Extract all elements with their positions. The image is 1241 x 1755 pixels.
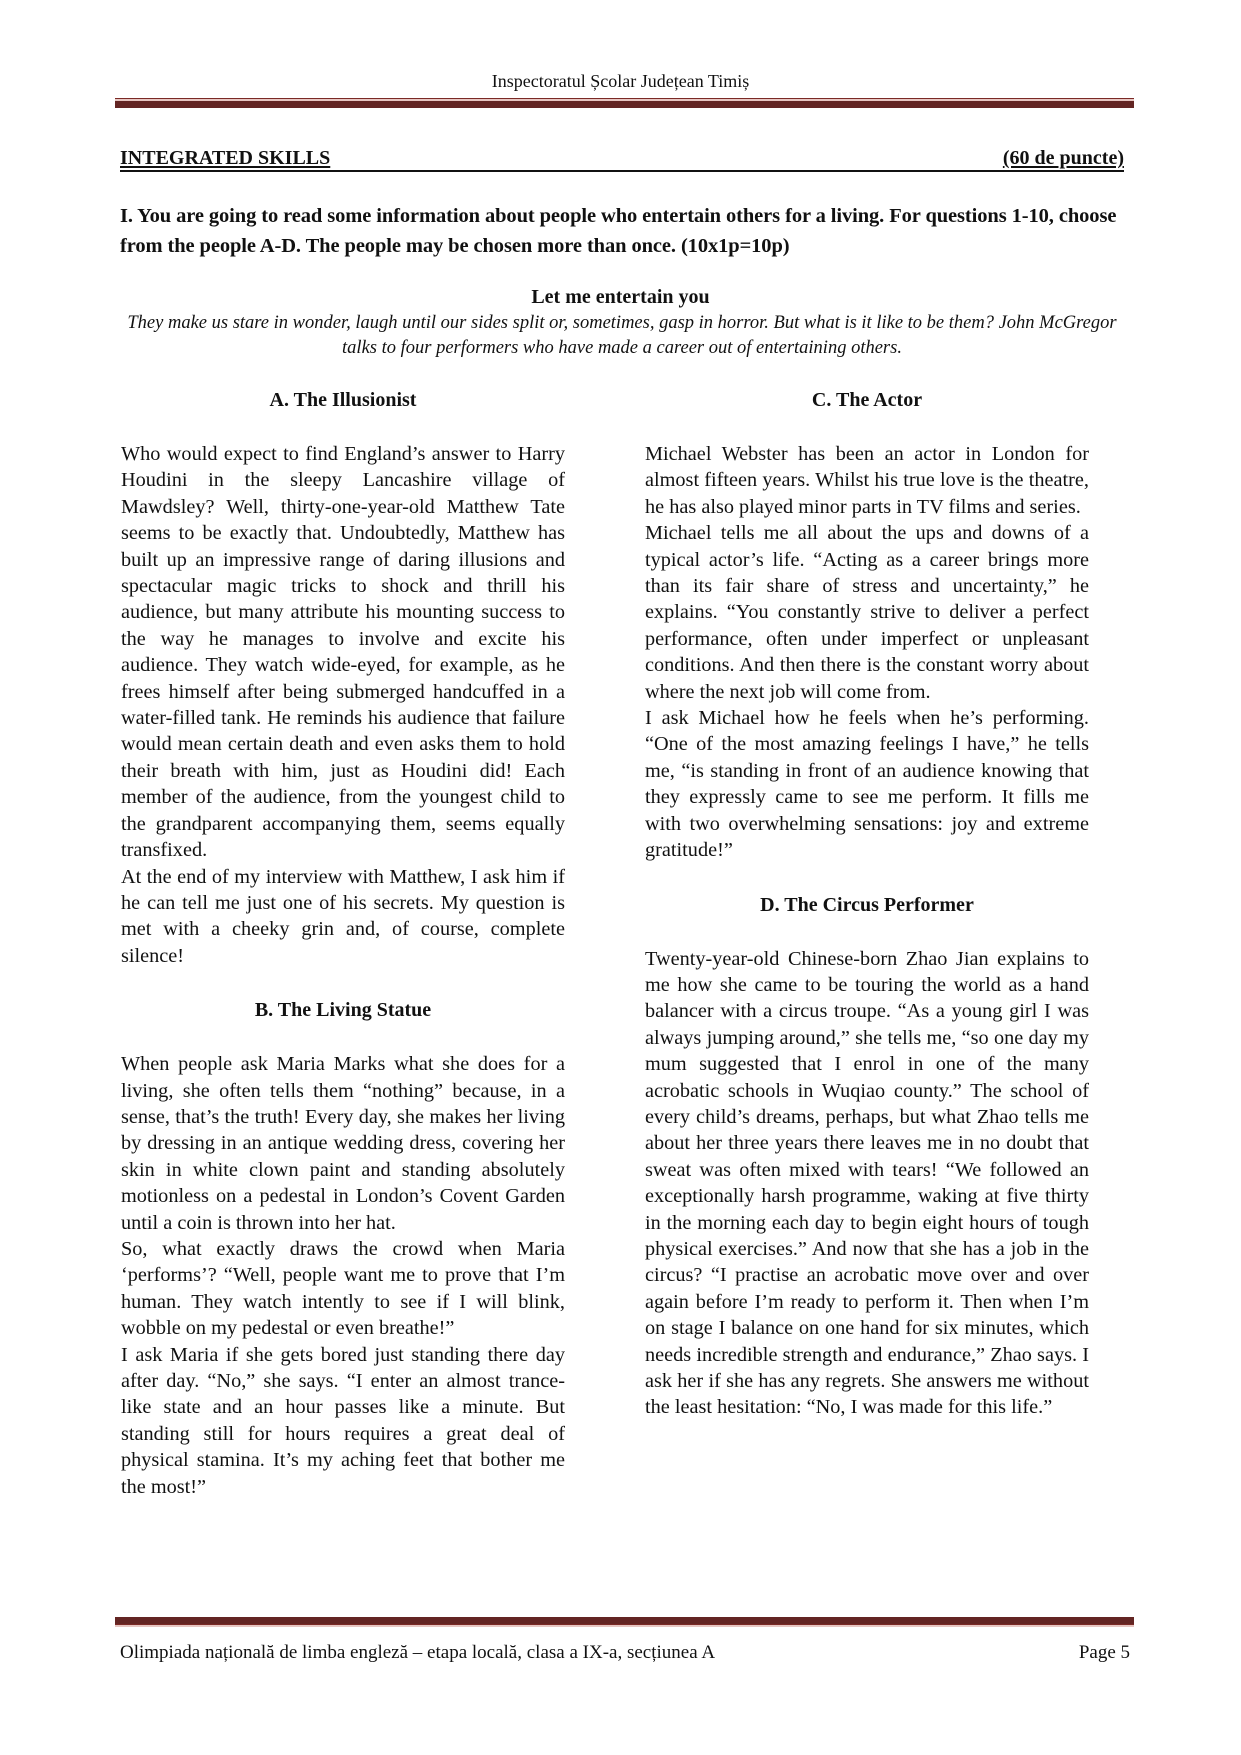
paragraph: Michael Webster has been an actor in London for almost fifteen years. Whilst his true love is the theatre, he has also played minor parts in TV films and series. — [645, 443, 1089, 518]
profile-body — [645, 441, 1089, 864]
footer-exam-label: Olimpiada națională de limba engleză – etapa locală, clasa a IX-a, secțiunea A — [120, 1642, 716, 1663]
header-divider — [115, 98, 1134, 108]
page-footer — [120, 1641, 1130, 1665]
paragraph: I ask Maria if she gets bored just standing there day after day. “No,” she says. “I enter an almost trance-like state and an hour passes like a minute. But standing still for hours requires a great deal of physical stamina. It’s my aching feet that bother me the most!” — [121, 1343, 565, 1498]
profile-heading: C. The Actor — [811, 389, 923, 411]
paragraph: Who would expect to find England’s answer to Harry Houdini in the sleepy Lancashire village of Mawdsley? Well, thirty-one-year-old Matthew Tate seems to be exactly that. Undoubtedly, Matthew has built up an impressive range of daring illusions and spectacular magic tricks to shock and thrill his audience, but many attribute his mounting success to the way he manages to involve and excite his audience. They watch wide-eyed, for example, as he frees himself after being submerged handcuffed in a water-filled tank. He reminds his audience that failure would mean certain death and even asks them to hold their breath with him, just as Houdini did! Each member of the audience, from the youngest child to the grandparent accompanying them, seems equally transfixed. — [121, 443, 565, 862]
paragraph: So, what exactly draws the crowd when Maria ‘performs’? “Well, people want me to prove that I’m human. They watch intently to see if I will blink, wobble on my pedestal or even breathe!” — [121, 1237, 565, 1340]
section-points: (60 de puncte) — [1002, 147, 1124, 169]
profile-body — [121, 1051, 565, 1500]
profile-heading: A. The Illusionist — [269, 389, 417, 411]
profile-a — [121, 388, 565, 969]
profile-body — [645, 946, 1089, 1421]
page-number: Page 5 — [1078, 1642, 1130, 1663]
paragraph: I ask Michael how he feels when he’s performing. “One of the most amazing feelings I have,” he tells me, “is standing in front of an audience knowing that they expressly came to see me perform. It fills me with two overwhelming sensations: joy and extreme gratitude!” — [645, 707, 1089, 862]
paragraph: Twenty-year-old Chinese-born Zhao Jian explains to me how she came to be touring the world as a hand balancer with a circus troupe. “As a young girl I was always jumping around,” she tells me, “so one day my mum suggested that I enrol in one of the many acrobatic schools in Wuqiao county.” The school of every child’s dreams, perhaps, but what Zhao tells me about her three years there leaves me in no doubt that sweat was often mixed with tears! “We followed an exceptionally harsh programme, waking at five thirty in the morning each day to begin eight hours of tough physical exercises.” And now that she has a job in the circus? “I practise an acrobatic move over and over again before I’m ready to perform it. Then when I’m on stage I balance on one hand for six minutes, which needs incredible strength and endurance,” Zhao says. I ask her if she has any regrets. She answers me without the least hesitation: “No, I was made for this life.” — [645, 947, 1089, 1419]
profile-b — [121, 998, 565, 1500]
article-title: Let me entertain you — [531, 286, 710, 308]
article-intro: They make us stare in wonder, laugh until our sides split or, sometimes, gasp in horror. But what is it like to be them? John McGregor talks to four performers who have made a career out of entertaining others. — [127, 313, 1117, 358]
paragraph: At the end of my interview with Matthew, I ask him if he can tell me just one of his secrets. My question is met with a cheeky grin and, of course, complete silence! — [121, 865, 565, 967]
task-instruction: I. You are going to read some information about people who entertain others for a living. For questions 1-10, choose from the people A-D. The people may be chosen more than once. (10x1p=10p) — [120, 205, 1117, 257]
profile-heading: B. The Living Statue — [254, 999, 432, 1022]
profile-heading: D. The Circus Performer — [760, 893, 974, 916]
footer-divider-thin — [115, 1624, 1134, 1627]
section-title-row — [120, 146, 1124, 172]
paragraph: When people ask Maria Marks what she does for a living, she often tells them “nothing” because, in a sense, that’s the truth! Every day, she makes her living by dressing in an antique wedding dress, covering her skin in white clown paint and standing absolutely motionless on a pedestal in London’s Covent Garden until a coin is thrown into her hat. — [121, 1053, 565, 1234]
profile-d — [645, 893, 1089, 1421]
footer-divider — [115, 1617, 1134, 1627]
right-column — [645, 388, 1089, 1421]
profile-body — [121, 441, 565, 969]
header-divider-thick — [115, 101, 1134, 108]
page-header-institution: Inspectoratul Școlar Județean Timiș — [491, 71, 750, 91]
left-column — [121, 388, 565, 1500]
profile-c — [645, 388, 1089, 864]
section-title: INTEGRATED SKILLS — [120, 147, 331, 169]
paragraph: Michael tells me all about the ups and downs of a typical actor’s life. “Acting as a career brings more than its fair share of stress and uncertainty,” he explains. “You constantly strive to deliver a perfect performance, often under imperfect or unpleasant conditions. And then there is the constant worry about where the next job will come from. — [645, 522, 1089, 703]
footer-divider-thick — [115, 1617, 1134, 1624]
